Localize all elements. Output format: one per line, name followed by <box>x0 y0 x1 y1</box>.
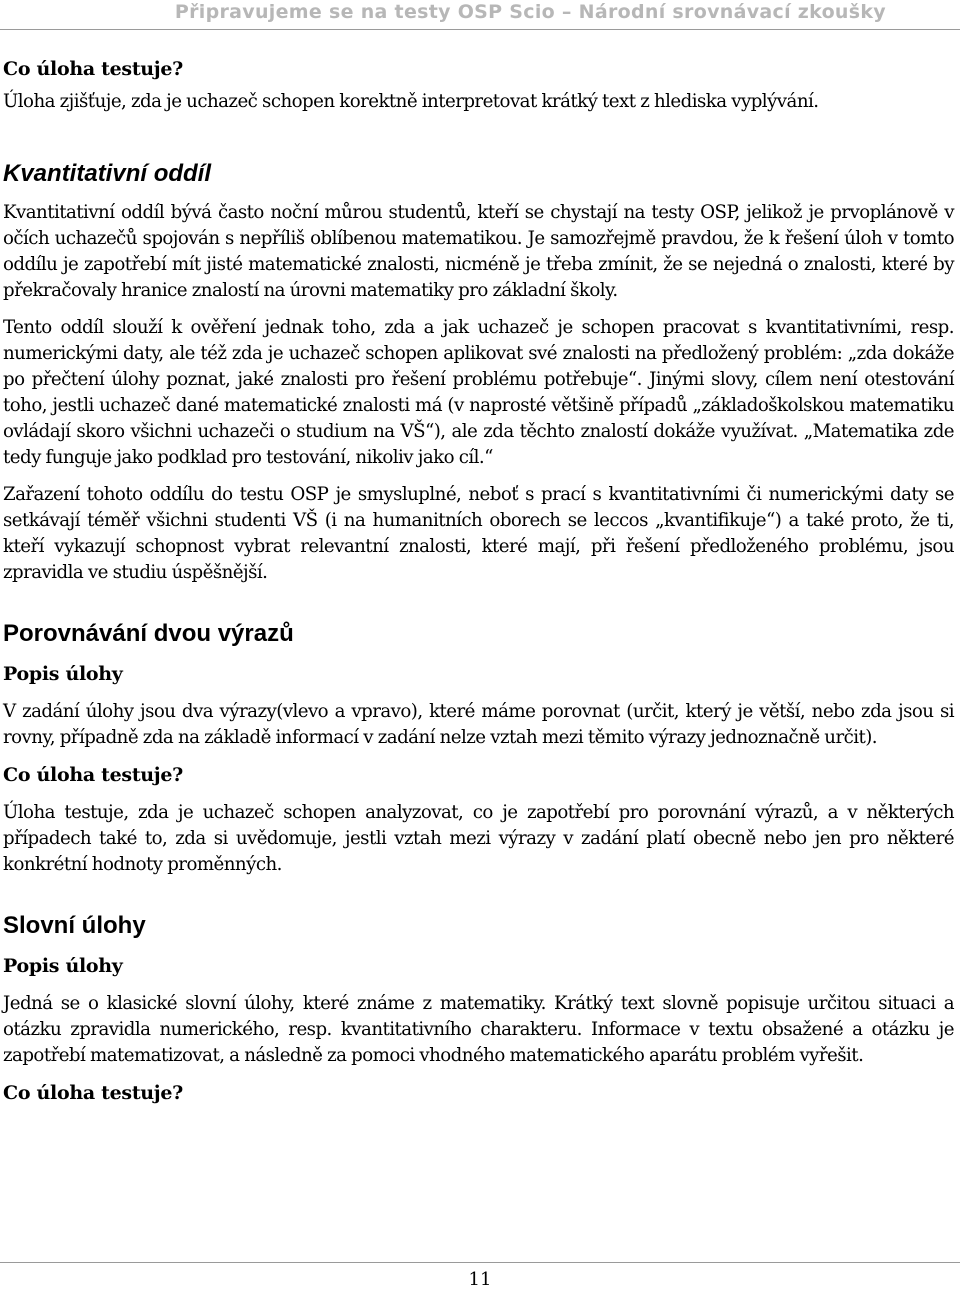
kvantitativni-paragraph-1: Kvantitativní oddíl bývá často noční můrou studentů, kteří se chystají na testy OSP, jelikož je prvoplánově v očích uchazečů spojován s nepříliš oblíbenou matematikou. Je samozřejmě pravdou, že k řešení úloh v tomto oddílu je zapotřebí mít jisté matematické znalosti, nicméně je třeba zmínit, že se nejedná o znalosti, které by překračovaly hranice znalostí na úrovni matematiky pro základní školy. <box>3 202 954 301</box>
section-heading-kvantitativni: Kvantitativní oddíl <box>3 160 212 187</box>
kvantitativni-paragraph-3: Zařazení tohoto oddílu do testu OSP je smysluplné, neboť s prací s kvantitativními či numerickými daty se setkávají téměř všichni studenti VŠ (i na humanitních oborech se leccos „kvantifikuje“) a také proto, že ti, kteří vykazují schopnost vybrat relevantní znalosti, které mají, při řešení předloženého problému, jsou zpravidla ve studiu úspěšnější. <box>3 484 954 583</box>
running-header: Připravujeme se na testy OSP Scio – Národní srovnávací zkoušky <box>174 1 886 23</box>
page-content <box>3 56 954 1106</box>
intro-text: Úloha zjišťuje, zda je uchazeč schopen korektně interpretovat krátký text z hlediska vyplývání. <box>3 91 819 112</box>
slovni-testuje-heading: Co úloha testuje? <box>3 1082 184 1104</box>
porovnavani-popis-text: V zadání úlohy jsou dva výrazy(vlevo a vpravo), které máme porovnat (určit, který je větší, nebo zda jsou si rovny, případně zda na základě informací v zadání nelze vztah mezi těmito výrazy jednoznačně určit). <box>3 701 954 748</box>
page-number: 11 <box>468 1269 492 1290</box>
kvantitativni-paragraph-2: Tento oddíl slouží k ověření jednak toho, zda a jak uchazeč je schopen pracovat s kvantitativními, resp. numerickými daty, ale též zda je uchazeč schopen aplikovat své znalosti na předložený problém: „zda dokáže po přečtení úlohy poznat, jaké znalosti pro řešení problému potřebuje“. Jinými slovy, cílem není otestování toho, jestli uchazeč dané matematické znalosti má (v naprosté většině případů „základoškolskou matematiku ovládají skoro všichni uchazeči o studium na VŠ“), ale zda těchto znalostí dokáže využívat. „Matematika zde tedy funguje jako podklad pro testování, nikoliv jako cíl.“ <box>3 317 954 468</box>
header-divider <box>0 29 960 30</box>
section-heading-slovni: Slovní úlohy <box>3 912 146 939</box>
footer-divider <box>0 1262 960 1263</box>
intro-heading: Co úloha testuje? <box>3 58 184 80</box>
porovnavani-testuje-heading: Co úloha testuje? <box>3 764 184 786</box>
slovni-popis-heading: Popis úlohy <box>3 955 123 977</box>
porovnavani-testuje-text: Úloha testuje, zda je uchazeč schopen analyzovat, co je zapotřebí pro porovnání výrazů, a v některých případech také to, zda si uvědomuje, jestli vztah mezi výrazy v zadání platí obecně nebo jen pro některé konkrétní hodnoty proměnných. <box>3 802 954 875</box>
slovni-popis-text: Jedná se o klasické slovní úlohy, které známe z matematiky. Krátký text slovně popisuje určitou situaci a otázku zpravidla numerického, resp. kvantitativního charakteru. Informace v textu obsažené a otázku je zapotřebí matematizovat, a následně za pomoci vhodného matematického aparátu problém vyřešit. <box>3 993 954 1066</box>
porovnavani-popis-heading: Popis úlohy <box>3 663 123 685</box>
section-heading-porovnavani: Porovnávání dvou výrazů <box>3 620 294 647</box>
